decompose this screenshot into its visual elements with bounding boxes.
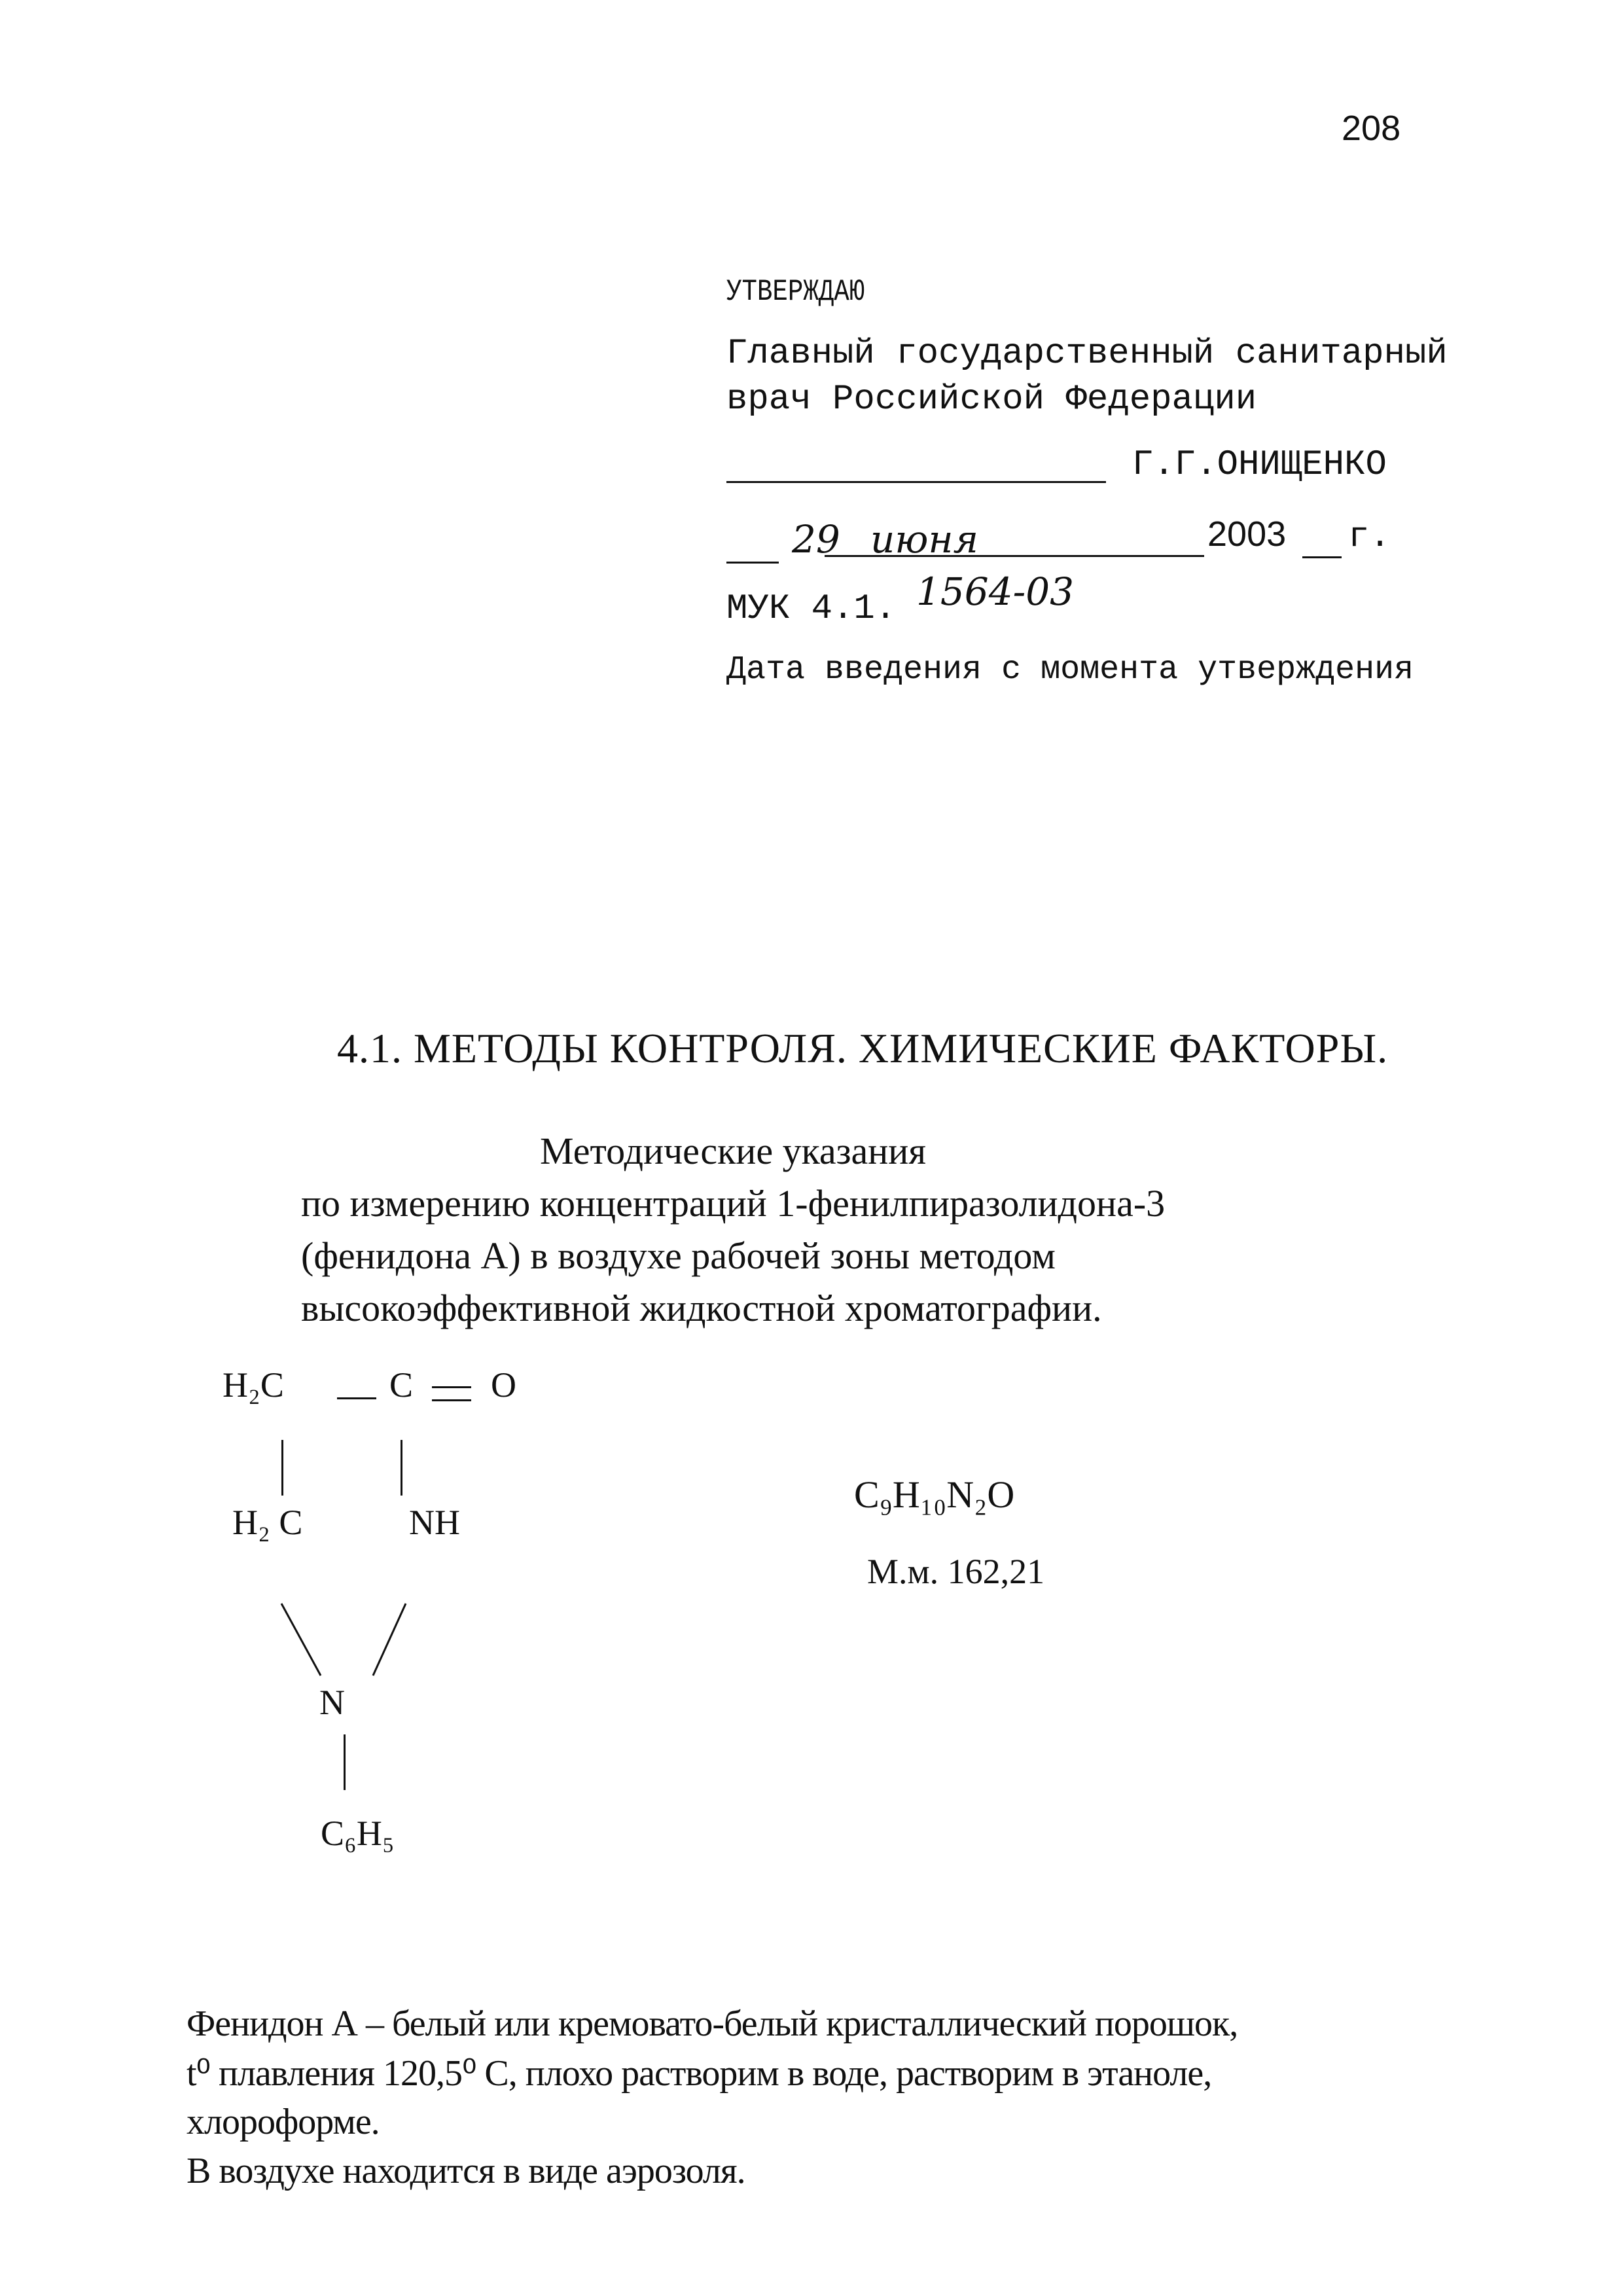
approval-position-line1: Главный государственный санитарный (726, 334, 1448, 374)
document-title-line: Методические указания (540, 1130, 927, 1172)
double-bond-upper (432, 1386, 471, 1388)
approval-year-suffix: г. (1348, 517, 1391, 557)
bond-n-phenyl (344, 1734, 346, 1790)
bond-diag-right (373, 1604, 406, 1676)
muk-prefix: МУК 4.1. (726, 589, 897, 629)
bonds-to-n (275, 1597, 419, 1682)
double-bond-lower (432, 1399, 471, 1401)
bond-left-vertical (281, 1440, 283, 1496)
atom-c-carbonyl: C (389, 1365, 414, 1405)
date-line-mid (825, 555, 1204, 557)
approval-day-handwritten: 29 (792, 517, 840, 562)
description-line: В воздухе находится в виде аэрозоля. (187, 2151, 745, 2191)
bond-right-vertical (401, 1440, 402, 1496)
atom-n: N (319, 1683, 345, 1722)
date-line-left (726, 562, 779, 564)
year-line (1302, 556, 1342, 558)
signature-line (726, 481, 1106, 483)
molar-mass: М.м. 162,21 (867, 1552, 1045, 1591)
bond-diag-left (281, 1604, 321, 1676)
document-title-line: (фенидона А) в воздухе рабочей зоны методом (301, 1234, 1056, 1277)
document-title-line: по измерению концентраций 1-фенилпиразолидона-3 (301, 1182, 1166, 1225)
phenyl-group: C₆H₅ (321, 1814, 395, 1853)
description-line: хлороформе. (187, 2102, 380, 2142)
muk-number-handwritten: 1564-03 (916, 569, 1075, 614)
approver-name: Г.Г.ОНИЩЕНКО (1132, 445, 1387, 485)
approval-position-line2: врач Российской Федерации (726, 380, 1257, 420)
effective-date: Дата введения с момента утверждения (726, 651, 1414, 689)
molecular-formula: C₉H₁₀N₂O (854, 1473, 1015, 1516)
document-title-line: высокоэффективной жидкостной хроматографии. (301, 1287, 1102, 1329)
page-number: 208 (1342, 109, 1401, 148)
approval-month-handwritten: июня (870, 517, 979, 562)
bond-top-left (337, 1397, 376, 1399)
approval-year: 2003 (1207, 514, 1287, 554)
description-line: Фенидон А – белый или кремовато-белый кристаллический порошок, (187, 2003, 1238, 2044)
atom-o: O (491, 1365, 516, 1405)
description-line: t⁰ плавления 120,5⁰ С, плохо растворим в воде, растворим в этаноле, (187, 2053, 1212, 2094)
atom-nh: NH (409, 1503, 460, 1542)
approval-heading: УТВЕРЖДАЮ (726, 275, 865, 309)
atom-h2c-bottom: H₂ C (232, 1503, 303, 1542)
section-title: 4.1. МЕТОДЫ КОНТРОЛЯ. ХИМИЧЕСКИЕ ФАКТОРЫ. (337, 1025, 1389, 1071)
atom-h2c-top: H₂C (223, 1365, 284, 1405)
